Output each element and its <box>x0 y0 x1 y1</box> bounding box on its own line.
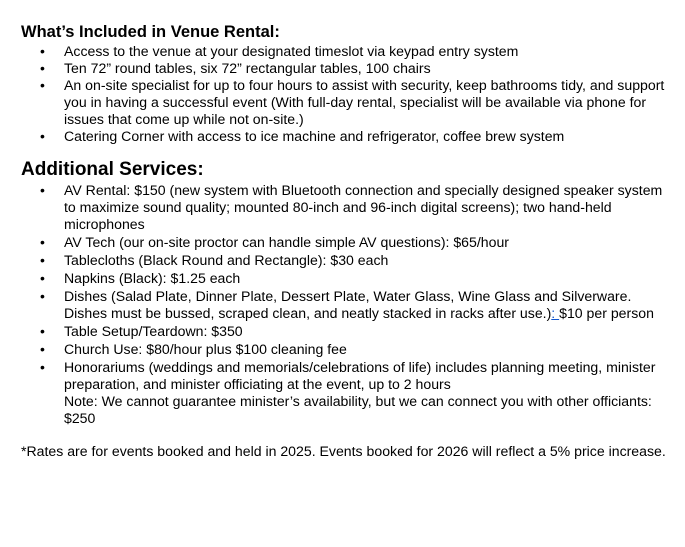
list-item: • Ten 72” round tables, six 72” rectangular tables, 100 chairs <box>21 60 671 77</box>
additional-services-list <box>21 182 671 427</box>
list-item-dishes <box>21 288 671 322</box>
honorariums-note: Note: We cannot guarantee minister’s availability, but we can connect you with other officiants: $250 <box>64 393 652 426</box>
dishes-price: $10 per person <box>559 305 654 321</box>
list-item-honorariums <box>21 359 671 427</box>
document-body <box>21 22 671 460</box>
list-item: • Catering Corner with access to ice machine and refrigerator, coffee brew system <box>21 128 671 145</box>
list-item: • Church Use: $80/hour plus $100 cleaning fee <box>21 341 671 358</box>
rates-footnote: *Rates are for events booked and held in 2025. Events booked for 2026 will reflect a 5% price increase. <box>21 443 666 459</box>
included-heading: What’s Included in Venue Rental: <box>21 23 280 41</box>
additional-services-heading: Additional Services: <box>21 159 204 180</box>
included-list <box>21 43 671 145</box>
list-item: • Tablecloths (Black Round and Rectangle): $30 each <box>21 252 671 269</box>
list-item: • AV Tech (our on-site proctor can handle simple AV questions): $65/hour <box>21 234 671 251</box>
list-item: • Napkins (Black): $1.25 each <box>21 270 671 287</box>
dishes-text: Dishes (Salad Plate, Dinner Plate, Dessert Plate, Water Glass, Wine Glass and Silverware. Dishes must be bussed, scraped clean, and neatly stacked in racks after use.) <box>64 288 632 321</box>
list-item: • Table Setup/Teardown: $350 <box>21 323 671 340</box>
list-item: • AV Rental: $150 (new system with Bluetooth connection and specially designed speaker system to maximize sound quality; mounted 80-inch and 96-inch digital screens); two hand-held microphones <box>21 182 671 233</box>
list-item: • Access to the venue at your designated timeslot via keypad entry system <box>21 43 671 60</box>
honorariums-text: Honorariums (weddings and memorials/celebrations of life) includes planning meeting, minister preparation, and minister officiating at the event, up to 2 hours <box>64 359 656 392</box>
list-item: • An on-site specialist for up to four hours to assist with security, keep bathrooms tidy, and support you in having a successful event (With full-day rental, specialist will be available via phone for issues that come up while not on-site.) <box>21 77 671 128</box>
dishes-link[interactable]: : <box>551 305 560 321</box>
